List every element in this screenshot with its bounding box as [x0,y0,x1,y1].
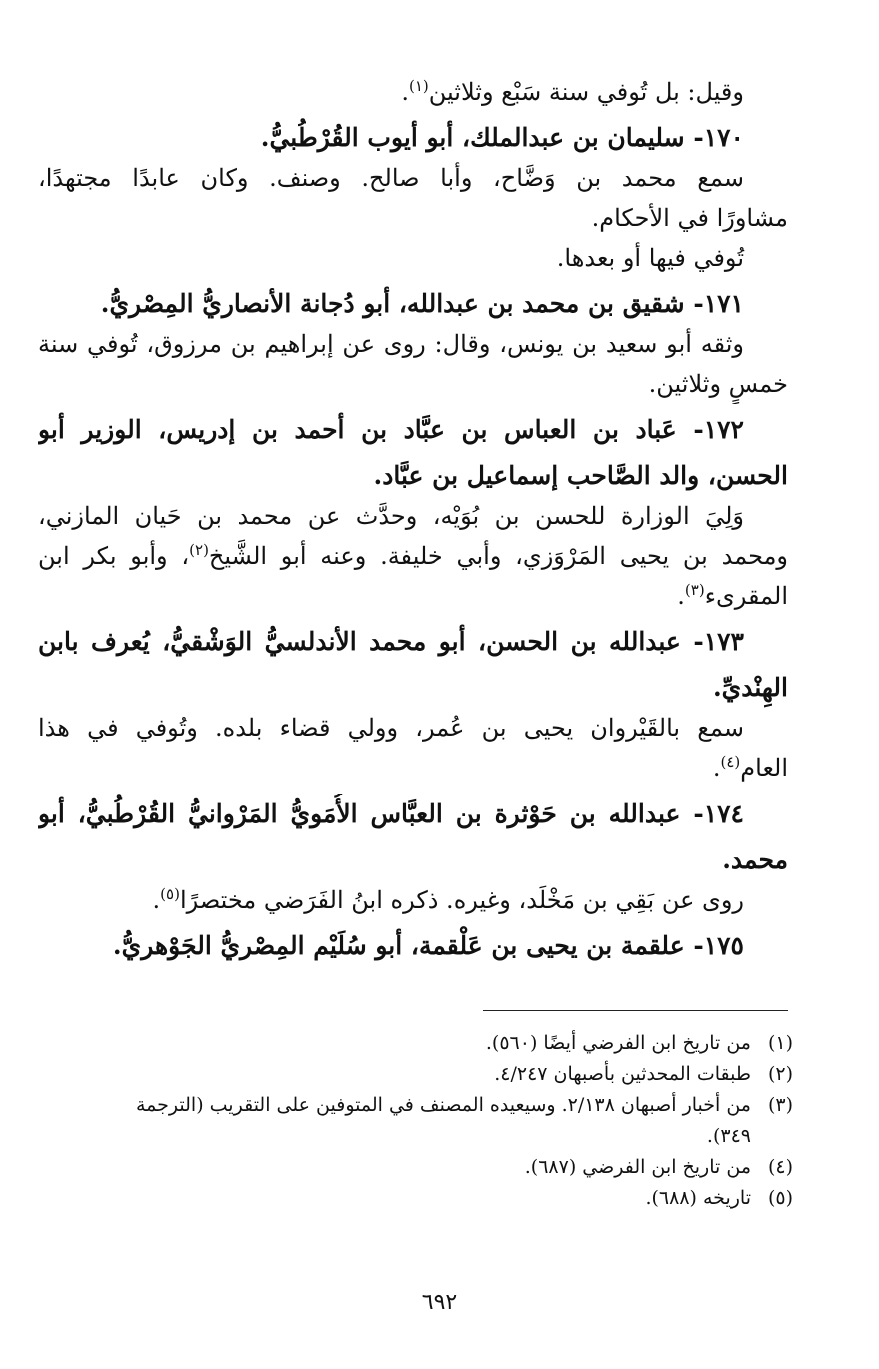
entry-heading-cont: الهِنْديِّ. [712,673,788,702]
footnote-ref: (٣) [684,581,705,599]
text-line: سمع محمد بن وَضَّاح، وأبا صالح. وصنف. وكان عابدًا مجتهدًا، [38,164,744,192]
text-line: خمسٍ وثلاثين. [648,370,788,398]
footnote-number: (١) [767,1032,793,1054]
footnote-continuation: ٣٤٩). [706,1125,751,1147]
footnotes [48,1028,793,1214]
entry-heading: ١٧١- شقيق بن محمد بن عبدالله، أبو دُجانة الأنصاريُّ المِصْريُّ. [100,289,744,318]
footnote: (٣)من أخبار أصبهان ٢/١٣٨. وسيعيده المصنف في المتوفين على التقريب (الترجمة [48,1090,793,1121]
footnote-ref: (١) [408,77,429,95]
text-line: ومحمد بن يحيى المَرْوَزي، وأبي خليفة. وعنه أبو الشَّيخ$^{(٢)}$، وأبو بكر ابن [38,541,788,570]
text-line: العام$^{(٤)}$. [712,753,788,782]
footnote-ref: (٢) [189,541,209,559]
entry-heading-cont: محمد. [722,845,788,874]
footnote: (٢)طبقات المحدثين بأصبهان ٤/٢٤٧. [48,1059,793,1090]
footnote-ref: (٥) [160,885,180,903]
entry-heading-cont: الحسن، والد الصَّاحب إسماعيل بن عبَّاد. [373,461,788,490]
footnote-number: (٣) [767,1094,793,1116]
footnote-ref: (٤) [720,753,741,771]
footnote-number: (٥) [767,1187,793,1209]
page-number: ٦٩٢ [421,1290,458,1315]
text-line: روى عن بَقِي بن مَخْلَد، وغيره. ذكره ابنُ الفَرَضي مختصرًا$^{(٥)}$. [152,885,744,914]
text-line: سمع بالقَيْروان يحيى بن عُمر، وولي قضاء بلده. وتُوفي في هذا [38,714,744,742]
footnote: (٤)من تاريخ ابن الفرضي (٦٨٧). [48,1152,793,1183]
text-line: تُوفي فيها أو بعدها. [556,244,744,272]
text-line: وقيل: بل تُوفي سنة سَبْع وثلاثين$^{(١)}$. [401,77,744,106]
text-line: وثقه أبو سعيد بن يونس، وقال: روى عن إبراهيم بن مرزوق، تُوفي سنة [38,330,744,358]
footnote: (٥)تاريخه (٦٨٨). [48,1183,793,1214]
main-text [38,72,788,966]
footnote: (١)من تاريخ ابن الفرضي أيضًا (٥٦٠). [48,1028,793,1059]
footnote-separator [483,1010,788,1011]
footnote-number: (٢) [767,1063,793,1085]
text-line: المقرىء$^{(٣)}$. [677,581,788,610]
entry-heading: ١٧٣- عبدالله بن الحسن، أبو محمد الأندلسيُّ الوَشْقيُّ، يُعرف بابن [38,627,744,656]
text-line: مشاورًا في الأحكام. [591,204,788,232]
entry-heading: ١٧٤- عبدالله بن حَوْثرة بن العبَّاس الأُمَويُّ المَرْوانيُّ القُرْطُبيُّ، أبو [38,799,744,828]
text-line: وَلِيَ الوزارة للحسن بن بُوَيْه، وحدَّث عن محمد بن حَيان المازني، [38,502,744,530]
entry-heading: ١٧٢- عَباد بن العباس بن عبَّاد بن أحمد بن إدريس، الوزير أبو [38,415,744,444]
entry-heading: ١٧٥- علقمة بن يحيى بن عَلْقمة، أبو سُلَيْم المِصْريُّ الجَوْهريُّ. [112,931,744,960]
footnote-number: (٤) [767,1156,793,1178]
entry-heading: ١٧٠- سليمان بن عبدالملك، أبو أيوب القُرْطُبيُّ. [260,123,744,152]
